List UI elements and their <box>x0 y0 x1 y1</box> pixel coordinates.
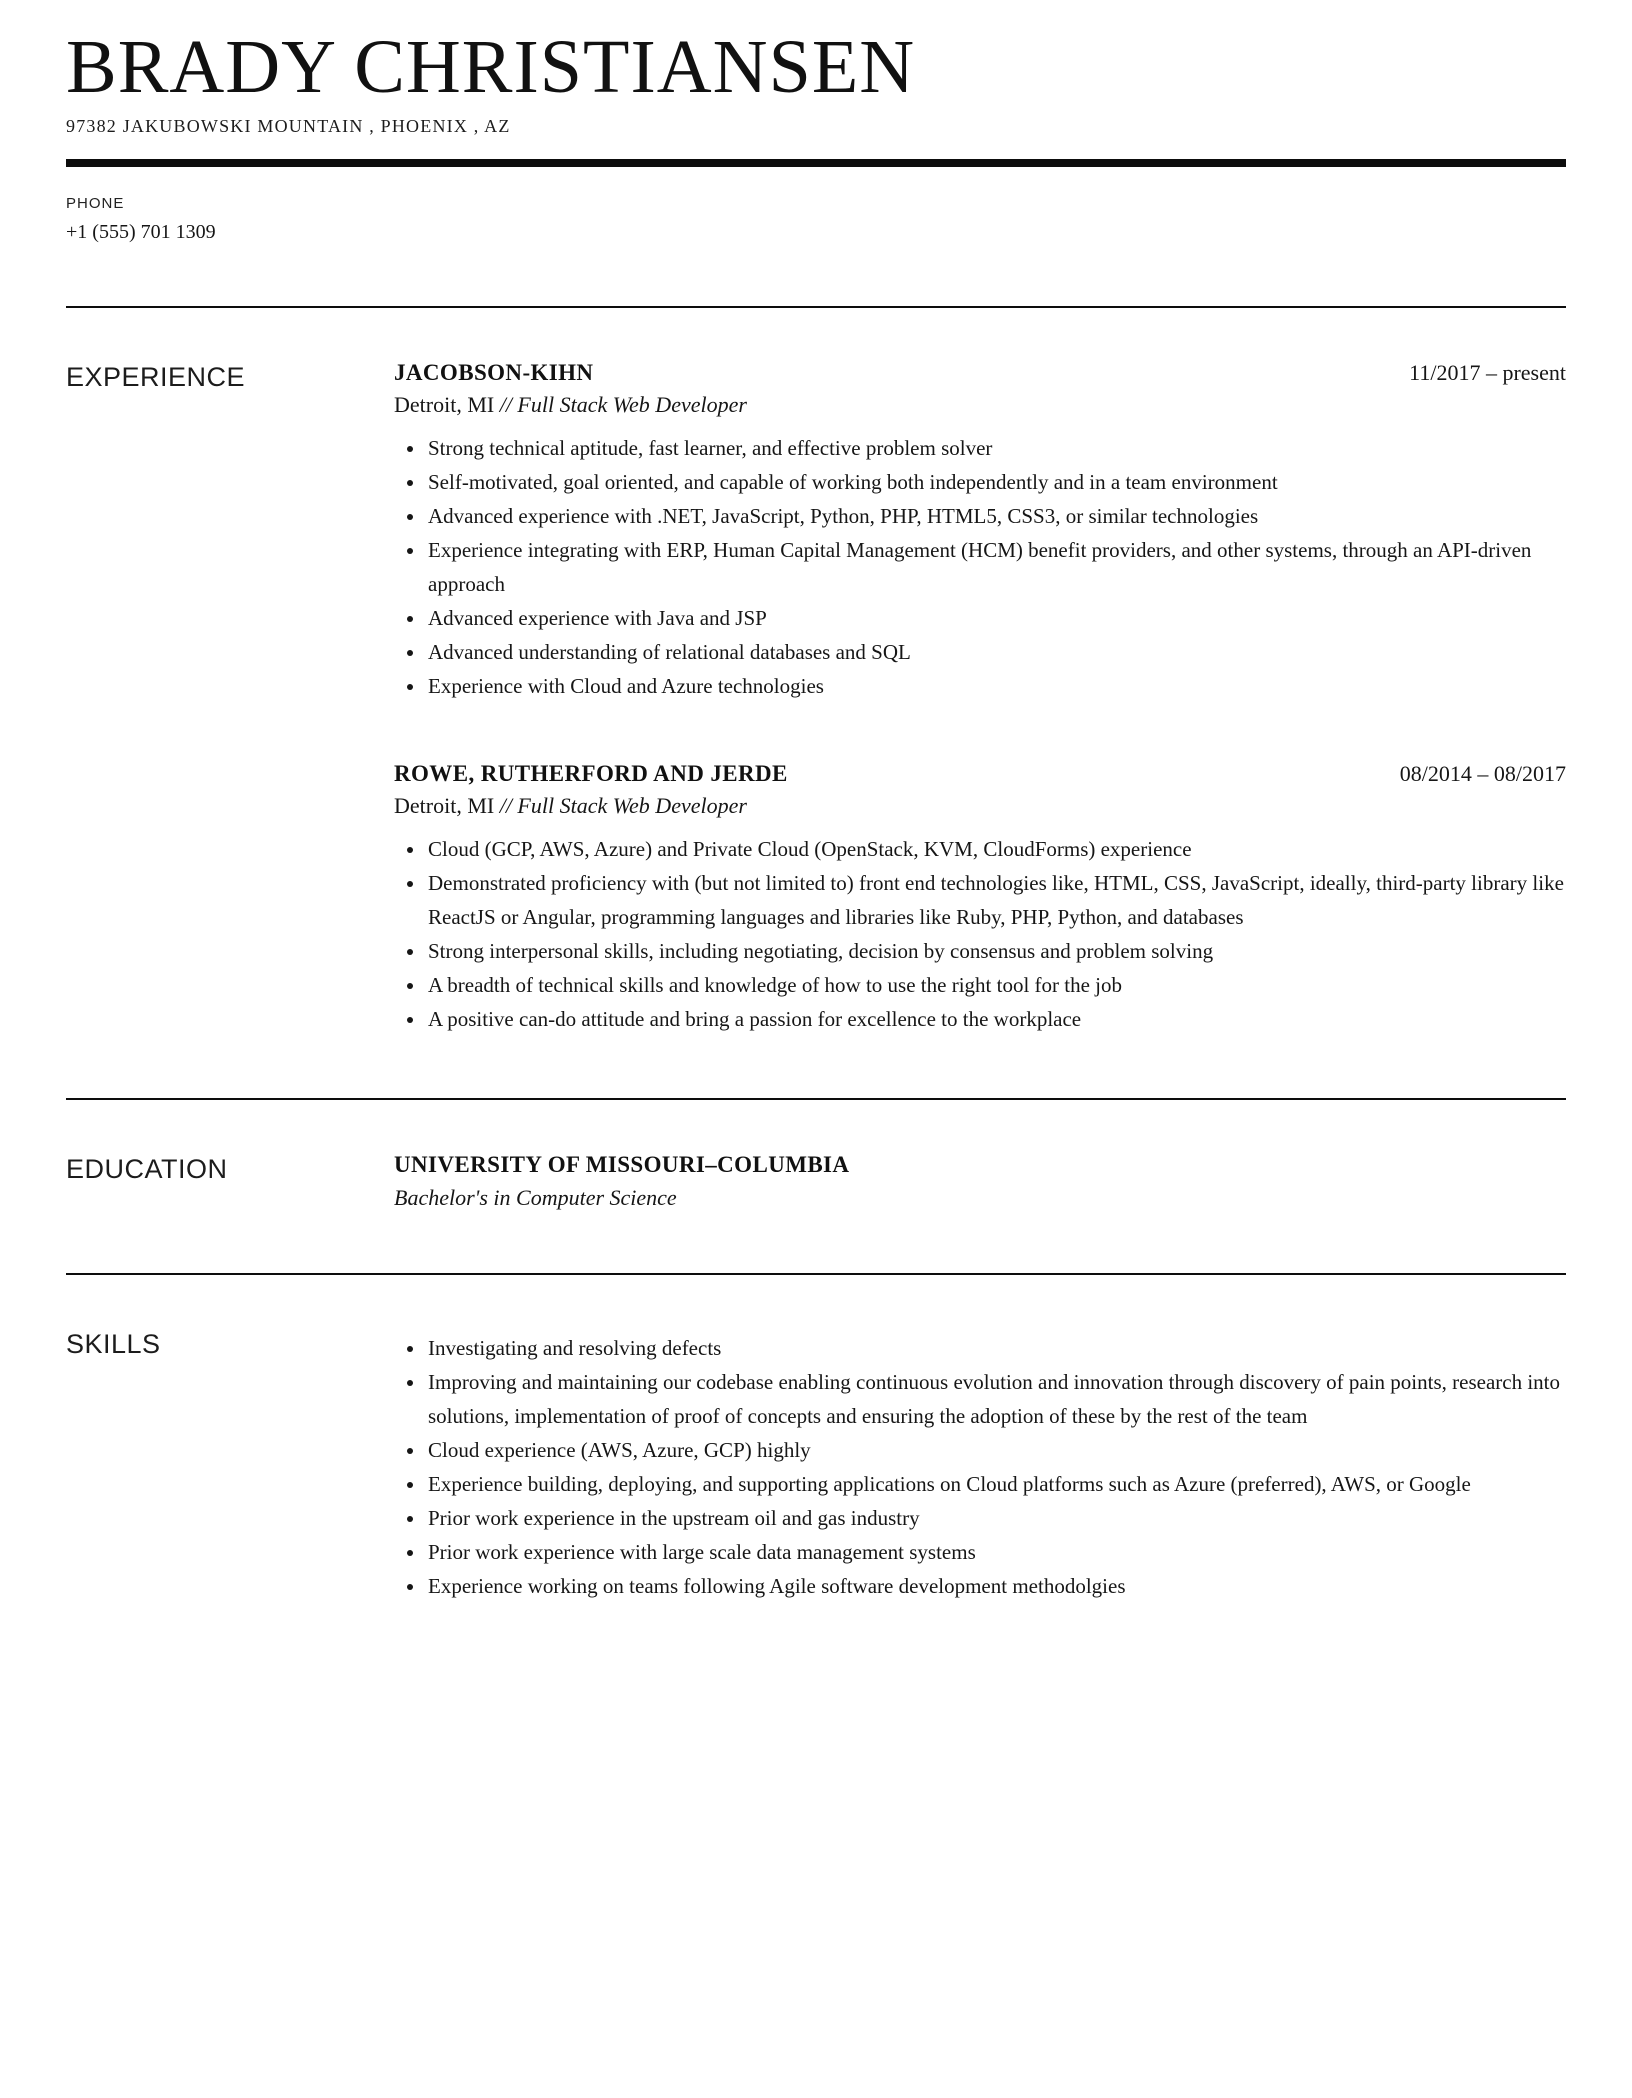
resume-header <box>66 25 1566 137</box>
job-role: // Full Stack Web Developer <box>499 391 747 417</box>
bullet-item: • Demonstrated proficiency with (but not limited to) front end technologies like, HTML, CSS, JavaScript, ideally, third-party library like ReactJS or Angular, programming languages and libraries like Ruby, PHP, Python, and databases <box>426 866 1566 934</box>
job-header <box>394 761 1566 787</box>
bullet-item: • Experience with Cloud and Azure technologies <box>426 669 1566 703</box>
job-header <box>394 360 1566 386</box>
job-location: Detroit, MI <box>394 792 495 818</box>
skills-content <box>394 1327 1566 1603</box>
bullet-item: • Investigating and resolving defects <box>426 1331 1566 1365</box>
experience-content <box>394 360 1566 1036</box>
divider-thin-1 <box>66 306 1566 308</box>
bullet-item: • A positive can-do attitude and bring a passion for excellence to the workplace <box>426 1002 1566 1036</box>
job-dates: 08/2014 – 08/2017 <box>1399 760 1566 786</box>
job-entry-2 <box>394 761 1566 1036</box>
job-dates: 11/2017 – present <box>1409 359 1566 385</box>
bullet-item: • Prior work experience with large scale data management systems <box>426 1535 1566 1569</box>
experience-section <box>66 360 1566 1036</box>
bullet-item: • Experience building, deploying, and supporting applications on Cloud platforms such as Azure (preferred), AWS, or Google <box>426 1467 1566 1501</box>
candidate-address: 97382 JAKUBOWSKI MOUNTAIN , PHOENIX , AZ <box>66 115 511 136</box>
job-subtitle <box>394 793 1566 819</box>
bullet-item: • Advanced understanding of relational databases and SQL <box>426 635 1566 669</box>
divider-thick <box>66 159 1566 167</box>
phone-label: PHONE <box>66 194 125 212</box>
bullet-item: • Cloud (GCP, AWS, Azure) and Private Cloud (OpenStack, KVM, CloudForms) experience <box>426 832 1566 866</box>
job-bullet-list <box>394 832 1566 1036</box>
bullet-item: • Prior work experience in the upstream oil and gas industry <box>426 1501 1566 1535</box>
contact-section <box>66 195 1566 244</box>
bullet-item: • Self-motivated, goal oriented, and capable of working both independently and in a team environment <box>426 465 1566 499</box>
section-title-education: EDUCATION <box>66 1153 228 1184</box>
bullet-item: • Advanced experience with Java and JSP <box>426 601 1566 635</box>
school-name: UNIVERSITY OF MISSOURI–COLUMBIA <box>394 1151 850 1177</box>
section-title-experience: EXPERIENCE <box>66 361 246 392</box>
education-content <box>394 1152 1566 1211</box>
job-entry-1 <box>394 360 1566 703</box>
skills-section <box>66 1327 1566 1603</box>
divider-thin-2 <box>66 1098 1566 1100</box>
bullet-item: • Experience integrating with ERP, Human Capital Management (HCM) benefit providers, and other systems, through an API-driven approach <box>426 533 1566 601</box>
skills-bullet-list <box>394 1331 1566 1603</box>
bullet-item: • Improving and maintaining our codebase enabling continuous evolution and innovation through discovery of pain points, research into solutions, implementation of proof of concepts and ensuring the adoption of these by the rest of the team <box>426 1365 1566 1433</box>
company-name: ROWE, RUTHERFORD AND JERDE <box>394 760 788 786</box>
bullet-item: • A breadth of technical skills and knowledge of how to use the right tool for the job <box>426 968 1566 1002</box>
education-section <box>66 1152 1566 1211</box>
bullet-item: • Strong technical aptitude, fast learner, and effective problem solver <box>426 431 1566 465</box>
candidate-name: BRADY CHRISTIANSEN <box>66 25 916 109</box>
phone-number: +1 (555) 701 1309 <box>66 220 216 243</box>
job-bullet-list <box>394 431 1566 703</box>
bullet-item: • Experience working on teams following Agile software development methodolgies <box>426 1569 1566 1603</box>
divider-thin-3 <box>66 1273 1566 1275</box>
degree: Bachelor's in Computer Science <box>394 1184 677 1210</box>
bullet-item: • Advanced experience with .NET, JavaScript, Python, PHP, HTML5, CSS3, or similar technologies <box>426 499 1566 533</box>
job-location: Detroit, MI <box>394 391 495 417</box>
bullet-item: • Cloud experience (AWS, Azure, GCP) highly <box>426 1433 1566 1467</box>
bullet-item: • Strong interpersonal skills, including negotiating, decision by consensus and problem solving <box>426 934 1566 968</box>
job-role: // Full Stack Web Developer <box>499 792 747 818</box>
section-title-skills: SKILLS <box>66 1328 161 1359</box>
company-name: JACOBSON-KIHN <box>394 359 594 385</box>
job-subtitle <box>394 392 1566 418</box>
